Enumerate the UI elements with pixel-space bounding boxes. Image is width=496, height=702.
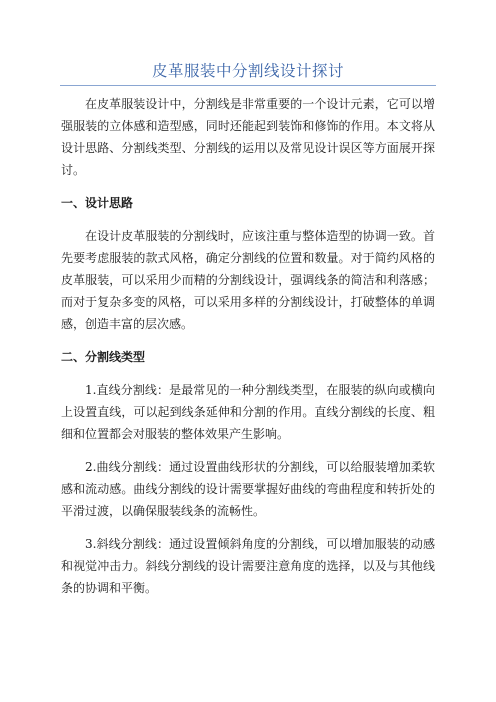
intro-paragraph: 在皮革服装设计中，分割线是非常重要的一个设计元素，它可以增强服装的立体感和造型感，同时还能起到装饰和修饰的作用。本文将从设计思路、分割线类型、分割线的运用以及常见设计误区等方面展开探讨。 [61,97,435,177]
section-paragraph-straight-line: 1.直线分割线：是最常见的一种分割线类型，在服装的纵向或横向上设置直线，可以起到线条延伸和分割的作用。直线分割线的长度、粗细和位置都会对服装的整体效果产生影响。 [61,383,435,441]
section-heading-line-types: 二、分割线类型 [61,350,146,364]
document-body [61,93,435,610]
title-divider [60,85,436,86]
section-paragraph-curved-line: 2.曲线分割线：通过设置曲线形状的分割线，可以给服装增加柔软感和流动感。曲线分割线的设计需要掌握好曲线的弯曲程度和转折处的平滑过渡，以确保服装线条的流畅性。 [61,460,435,518]
section-paragraph: 在设计皮革服装的分割线时，应该注重与整体造型的协调一致。首先要考虑服装的款式风格，确定分割线的位置和数量。对于简约风格的皮革服装，可以采用少而精的分割线设计，强调线条的简洁和利落感；而对于复杂多变的风格，可以采用多样的分割线设计，打破整体的单调感，创造丰富的层次感。 [61,229,435,331]
document-title: 皮革服装中分割线设计探讨 [151,62,344,80]
section-heading-design-approach: 一、设计思路 [61,196,134,210]
section-paragraph-diagonal-line: 3.斜线分割线：通过设置倾斜角度的分割线，可以增加服装的动感和视觉冲击力。斜线分割线的设计需要注意角度的选择，以及与其他线条的协调和平衡。 [61,537,435,595]
